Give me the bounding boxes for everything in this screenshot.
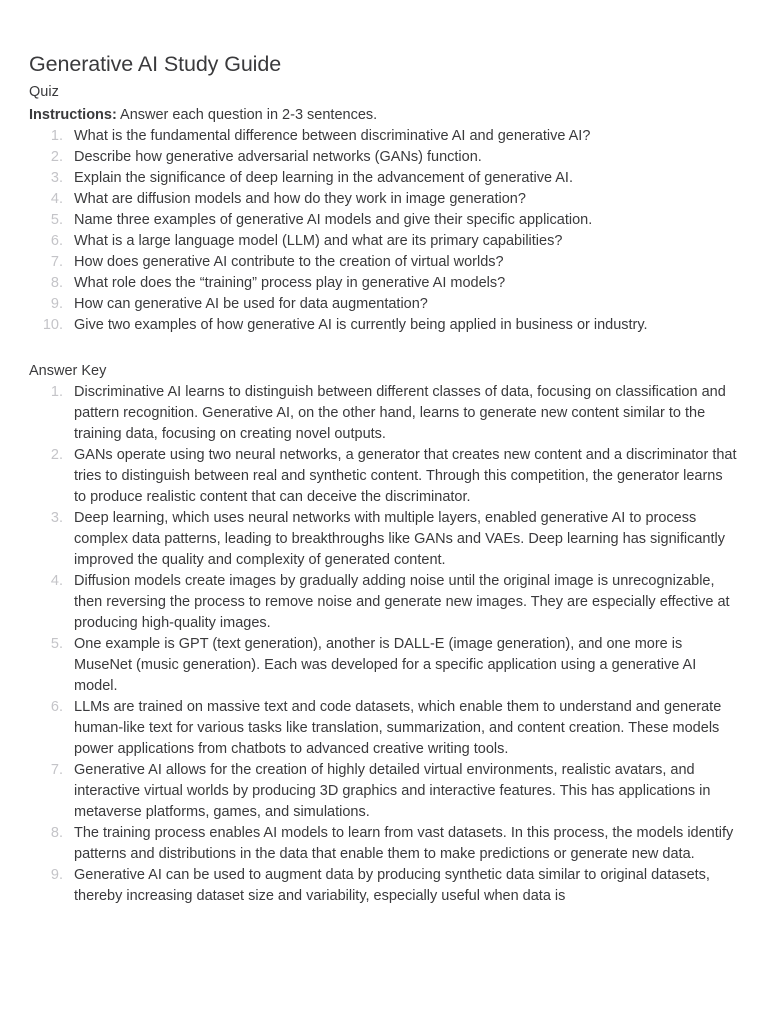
answer-text: LLMs are trained on massive text and code datasets, which enable them to understand and generate human-like text for various tasks like translation, summarization, and content creation. These models power applications from chatbots to advanced creative writing tools. [74,699,722,757]
answer-item [29,571,738,634]
answer-number: 8. [50,825,63,841]
question-item [29,126,738,147]
question-item [29,147,738,168]
answer-item [29,760,738,823]
instructions-prefix: Instructions: [29,107,117,123]
answer-text: Diffusion models create images by gradually adding noise until the original image is unrecognizable, then reversing the process to remove noise and generate new images. They are especially effective at producing high-quality images. [74,573,730,631]
question-text: Explain the significance of deep learning in the advancement of generative AI. [74,170,573,186]
answer-text: GANs operate using two neural networks, a generator that creates new content and a discriminator that tries to distinguish between real and synthetic content. Through this competition, the generator learns to produce realistic content that can deceive the discriminator. [74,447,737,505]
document-title: Generative AI Study Guide [29,52,282,76]
question-text: What are diffusion models and how do they work in image generation? [74,191,526,207]
question-item [29,168,738,189]
question-list [29,126,738,336]
question-text: Name three examples of generative AI models and give their specific application. [74,212,593,228]
question-number: 9. [50,296,63,312]
question-number: 4. [50,191,63,207]
question-number: 5. [50,212,63,228]
question-text: What is a large language model (LLM) and what are its primary capabilities? [74,233,563,249]
answer-item [29,823,738,865]
question-number: 7. [50,254,63,270]
question-item [29,315,738,336]
answer-number: 6. [50,699,63,715]
answer-text: The training process enables AI models to learn from vast datasets. In this process, the models identify patterns and distributions in the data that enable them to make predictions or generate new data. [74,825,734,862]
answer-item [29,634,738,697]
answer-number: 5. [50,636,63,652]
answer-text: Deep learning, which uses neural networks with multiple layers, enabled generative AI to process complex data patterns, leading to breakthroughs like GANs and VAEs. Deep learning has significantly improved the quality and complexity of generated content. [74,510,725,568]
question-text: Describe how generative adversarial networks (GANs) function. [74,149,482,165]
answer-item [29,697,738,760]
question-text: What role does the “training” process play in generative AI models? [74,275,506,291]
answer-item [29,382,738,445]
question-number: 1. [50,128,63,144]
question-text: Give two examples of how generative AI is currently being applied in business or industry. [74,317,648,333]
question-text: How does generative AI contribute to the creation of virtual worlds? [74,254,504,270]
quiz-heading: Quiz [29,84,59,100]
question-text: What is the fundamental difference between discriminative AI and generative AI? [74,128,591,144]
question-number: 3. [50,170,63,186]
answer-list [29,382,738,907]
answer-number: 1. [50,384,63,400]
instructions-text: Answer each question in 2-3 sentences. [116,107,378,123]
answer-text: Discriminative AI learns to distinguish between different classes of data, focusing on classification and pattern recognition. Generative AI, on the other hand, learns to generate new content similar to the training data, focusing on creating novel outputs. [74,384,726,442]
answer-key-heading: Answer Key [29,363,107,379]
question-number: 6. [50,233,63,249]
answer-number: 9. [50,867,63,883]
question-item [29,273,738,294]
question-item [29,231,738,252]
answer-item [29,508,738,571]
question-item [29,189,738,210]
answer-text: Generative AI allows for the creation of highly detailed virtual environments, realistic avatars, and interactive virtual worlds by producing 3D graphics and interactive features. This has applications in metaverse platforms, games, and simulations. [74,762,711,820]
answer-item [29,865,738,907]
answer-text: Generative AI can be used to augment data by producing synthetic data similar to original datasets, thereby increasing dataset size and variability, especially useful when data is [74,867,710,904]
question-number: 2. [50,149,63,165]
question-item [29,294,738,315]
answer-number: 2. [50,447,63,463]
answer-number: 3. [50,510,63,526]
question-number: 8. [50,275,63,291]
instructions [29,105,738,126]
question-text: How can generative AI be used for data augmentation? [74,296,428,312]
answer-number: 7. [50,762,63,778]
question-item [29,210,738,231]
answer-item [29,445,738,508]
question-item [29,252,738,273]
answer-number: 4. [50,573,63,589]
answer-text: One example is GPT (text generation), another is DALL-E (image generation), and one more is MuseNet (music generation). Each was developed for a specific application using a generative AI model. [74,636,697,694]
question-number: 10. [42,317,63,333]
